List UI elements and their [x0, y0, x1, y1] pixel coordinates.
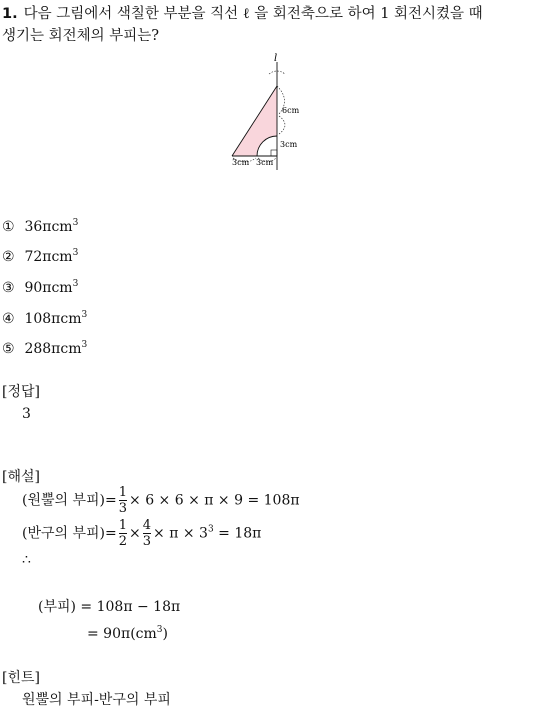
hemi-prefix: (반구의 부피)= [22, 525, 117, 542]
cone-rest: × 6 × 6 × π × 9 = 108π [129, 492, 300, 509]
question-line-1 [2, 2, 483, 23]
hemi-result: = 18π [213, 525, 262, 542]
fraction-denominator: 3 [142, 534, 152, 549]
calc2-main: = 90π(cm [87, 626, 157, 642]
hemi-exp: 3 [207, 524, 214, 535]
cone-prefix: (원뿔의 부피)= [22, 492, 117, 509]
label-6cm: 6cm [282, 106, 300, 115]
answer-heading: [정답] [2, 384, 40, 400]
choice-5[interactable] [2, 340, 87, 357]
hemi-rest: × π × 3 [153, 525, 208, 542]
question-number: 1. [2, 6, 18, 22]
therefore-symbol: ∴ [22, 552, 31, 568]
choice-mark: ② [2, 249, 15, 265]
hemisphere-volume-line [22, 518, 261, 549]
rotation-figure [225, 50, 305, 175]
choice-exp: 3 [81, 310, 88, 320]
choice-2[interactable] [2, 248, 78, 265]
choice-4[interactable] [2, 310, 87, 327]
choice-value: 108π [24, 311, 61, 327]
hint-heading: [힌트] [2, 670, 40, 686]
choice-value: 72π [24, 249, 52, 265]
choice-value: 36π [24, 219, 52, 235]
choice-mark: ③ [2, 280, 15, 296]
choice-exp: 3 [72, 218, 79, 228]
question-text-2: 생기는 회전체의 부피는? [2, 28, 160, 44]
calc-line-1: (부피) = 108π − 18π [38, 599, 181, 615]
choice-unit: cm [60, 341, 82, 357]
choice-unit: cm [60, 311, 82, 327]
fraction-denominator: 2 [118, 534, 128, 549]
choice-exp: 3 [72, 279, 79, 289]
choice-unit: cm [51, 280, 73, 296]
label-3cm-left: 3cm [232, 158, 250, 167]
calc-line-2 [87, 625, 168, 642]
solution-heading: [해설] [2, 469, 40, 485]
calc2-exp: 3 [156, 625, 163, 635]
fraction-numerator: 1 [118, 518, 128, 533]
hint-text: 원뿔의 부피-반구의 부피 [22, 692, 171, 708]
times-sign: × [129, 525, 141, 542]
choice-1[interactable] [2, 218, 78, 235]
choice-unit: cm [51, 219, 73, 235]
fraction-numerator: 1 [118, 485, 128, 500]
choice-mark: ⑤ [2, 341, 15, 357]
right-angle-mark [271, 150, 277, 156]
label-3cm-right: 3cm [280, 140, 298, 149]
choice-value: 90π [24, 280, 52, 296]
choice-value: 288π [24, 341, 61, 357]
label-3cm-mid: 3cm [256, 158, 274, 167]
hemi-fraction-1 [119, 518, 127, 549]
fraction-denominator: 3 [118, 501, 128, 516]
choice-3[interactable] [2, 279, 78, 296]
axis-label: l [274, 53, 278, 64]
answer-value: 3 [22, 406, 31, 422]
choice-exp: 3 [81, 340, 88, 350]
calc2-close: ) [162, 626, 168, 642]
hemi-fraction-2 [143, 518, 151, 549]
cone-volume-line [22, 485, 300, 516]
choice-mark: ④ [2, 311, 15, 327]
cone-fraction [119, 485, 127, 516]
choice-exp: 3 [72, 248, 79, 258]
choice-unit: cm [51, 249, 73, 265]
choice-mark: ① [2, 219, 15, 235]
question-text-1: 다음 그림에서 색칠한 부분을 직선 ℓ 을 회전축으로 하여 1 회전시켰을 때 [23, 6, 483, 22]
fraction-numerator: 4 [142, 518, 152, 533]
